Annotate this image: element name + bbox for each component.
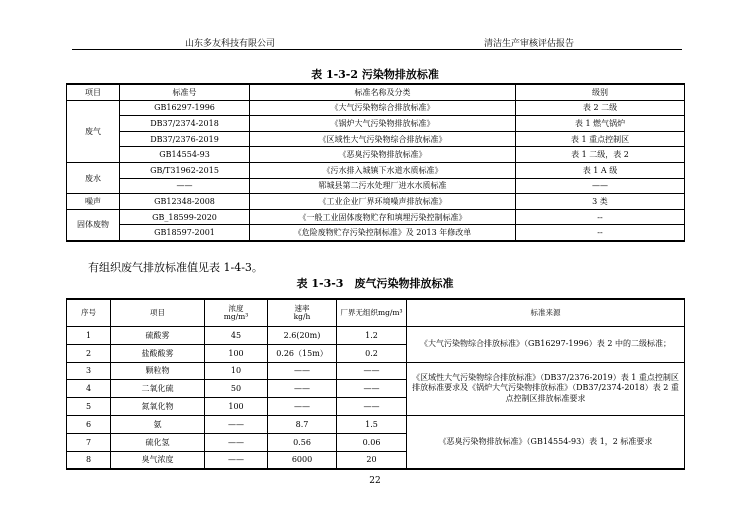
pollutant-name: 颗粒物: [111, 362, 205, 380]
boundary-value: 1.5: [337, 415, 407, 433]
concentration-value: ——: [205, 451, 268, 469]
rate-unit: kg/h: [293, 312, 311, 321]
column-header: 标准名称及分类: [250, 84, 516, 100]
standard-code: DB37/2374-2018: [120, 116, 250, 132]
concentration-value: ——: [205, 415, 268, 433]
boundary-value: 0.2: [337, 344, 407, 362]
standard-name: 《恶臭污染物排放标准》: [250, 147, 516, 163]
rate-value: ——: [268, 380, 337, 398]
category-cell: 废水: [67, 162, 120, 193]
standard-name: 《工业企业厂界环境噪声排放标准》: [250, 194, 516, 210]
standard-level: 3 类: [516, 194, 685, 210]
header-report-title: 清洁生产审核评估报告: [484, 39, 575, 49]
column-header: 级别: [516, 84, 685, 100]
boundary-value: ——: [337, 398, 407, 416]
rate-value: 0.26（15m）: [268, 344, 337, 362]
row-number: 5: [67, 398, 111, 416]
standard-name: 《大气污染物综合排放标准》: [250, 100, 516, 116]
boundary-value: 1.2: [337, 327, 407, 345]
table-row: [67, 362, 685, 380]
pollutant-name: 二氧化硫: [111, 380, 205, 398]
header-divider: [72, 49, 682, 50]
pollutant-standards-table: [66, 83, 685, 242]
column-header-item: 项目: [111, 299, 205, 327]
standard-name: 《锅炉大气污染物排放标准》: [250, 116, 516, 132]
column-header-concentration: [205, 299, 268, 327]
pollutant-name: 硫酸雾: [111, 327, 205, 345]
standard-level: --: [516, 209, 685, 225]
pollutant-name: 臭气浓度: [111, 451, 205, 469]
table-header-row: [67, 84, 685, 100]
row-number: 3: [67, 362, 111, 380]
standard-level: 表 1 A 级: [516, 162, 685, 178]
concentration-value: 100: [205, 398, 268, 416]
standard-code: GB12348-2008: [120, 194, 250, 210]
table-row: [67, 327, 685, 345]
row-number: 8: [67, 451, 111, 469]
concentration-value: ——: [205, 433, 268, 451]
rate-value: 6000: [268, 451, 337, 469]
header-company: 山东多友科技有限公司: [185, 39, 276, 49]
concentration-label: 浓度: [228, 303, 244, 313]
column-header: 项目: [67, 84, 120, 100]
standard-source: 《大气污染物综合排放标准》（GB16297-1996）表 2 中的二级标准；: [407, 327, 685, 363]
table-row: [67, 147, 685, 163]
column-header-boundary: 厂界无组织mg/m³: [337, 299, 407, 327]
standard-level: ——: [516, 178, 685, 194]
body-paragraph: 有组织废气排放标准值见表 1-4-3。: [88, 261, 263, 274]
rate-label: 速率: [294, 303, 310, 313]
row-number: 1: [67, 327, 111, 345]
standard-level: --: [516, 225, 685, 241]
row-number: 4: [67, 380, 111, 398]
standard-code: DB37/2376-2019: [120, 131, 250, 147]
standard-level: 表 2 二级: [516, 100, 685, 116]
boundary-value: 0.06: [337, 433, 407, 451]
table-header-row: [67, 299, 685, 327]
concentration-value: 10: [205, 362, 268, 380]
standard-code: ——: [120, 178, 250, 194]
table-row: [67, 194, 685, 210]
boundary-value: ——: [337, 362, 407, 380]
table-row: [67, 225, 685, 241]
row-number: 7: [67, 433, 111, 451]
standard-level: 表 1 二级，表 2: [516, 147, 685, 163]
pollutant-name: 氮氧化物: [111, 398, 205, 416]
standard-code: GB/T31962-2015: [120, 162, 250, 178]
standard-name: 《一般工业固体废物贮存和填埋污染控制标准》: [250, 209, 516, 225]
rate-value: 0.56: [268, 433, 337, 451]
table-row: [67, 100, 685, 116]
category-cell: 噪声: [67, 194, 120, 210]
boundary-value: 20: [337, 451, 407, 469]
standard-code: GB16297-1996: [120, 100, 250, 116]
concentration-unit: mg/m³: [223, 312, 249, 321]
pollutant-name: 硫化氢: [111, 433, 205, 451]
table-row: [67, 162, 685, 178]
column-header-rate: [268, 299, 337, 327]
pollutant-name: 氨: [111, 415, 205, 433]
standard-name: 《危险废物贮存污染控制标准》及 2013 年修改单: [250, 225, 516, 241]
standard-source: 《恶臭污染物排放标准》（GB14554-93）表 1，2 标准要求: [407, 415, 685, 469]
row-number: 6: [67, 415, 111, 433]
table-row: [67, 178, 685, 194]
column-header-source: 标准来源: [407, 299, 685, 327]
standard-code: GB_18599-2020: [120, 209, 250, 225]
rate-value: ——: [268, 362, 337, 380]
rate-value: ——: [268, 398, 337, 416]
category-cell: 废气: [67, 100, 120, 162]
standard-source: 《区域性大气污染物综合排放标准》（DB37/2376-2019）表 1 重点控制区排放标准要求及《锅炉大气污染物排放标准》（DB37/2374-2018）表 2 重点控制区排放标准要求: [407, 362, 685, 415]
standard-name: 《污水排入城镇下水道水质标准》: [250, 162, 516, 178]
standard-name: 《区域性大气污染物综合排放标准》: [250, 131, 516, 147]
page-number: 22: [369, 476, 381, 486]
table-row: [67, 131, 685, 147]
concentration-value: 100: [205, 344, 268, 362]
concentration-value: 50: [205, 380, 268, 398]
row-number: 2: [67, 344, 111, 362]
table1-title: 表 1-3-2 污染物排放标准: [311, 68, 439, 81]
rate-value: 2.6(20m): [268, 327, 337, 345]
pollutant-name: 盐酸酸雾: [111, 344, 205, 362]
standard-level: 表 1 燃气锅炉: [516, 116, 685, 132]
table-row: [67, 415, 685, 433]
standard-name: 郓城县第二污水处理厂进水水质标准: [250, 178, 516, 194]
table2-title: 表 1-3-3 废气污染物排放标准: [296, 277, 454, 290]
standard-code: GB14554-93: [120, 147, 250, 163]
column-header: 标准号: [120, 84, 250, 100]
rate-value: 8.7: [268, 415, 337, 433]
column-header-no: 序号: [67, 299, 111, 327]
standard-code: GB18597-2001: [120, 225, 250, 241]
category-cell: 固体废物: [67, 209, 120, 241]
boundary-value: ——: [337, 380, 407, 398]
concentration-value: 45: [205, 327, 268, 345]
table-row: [67, 116, 685, 132]
table-row: [67, 209, 685, 225]
standard-level: 表 1 重点控制区: [516, 131, 685, 147]
exhaust-standards-table: [66, 298, 685, 470]
